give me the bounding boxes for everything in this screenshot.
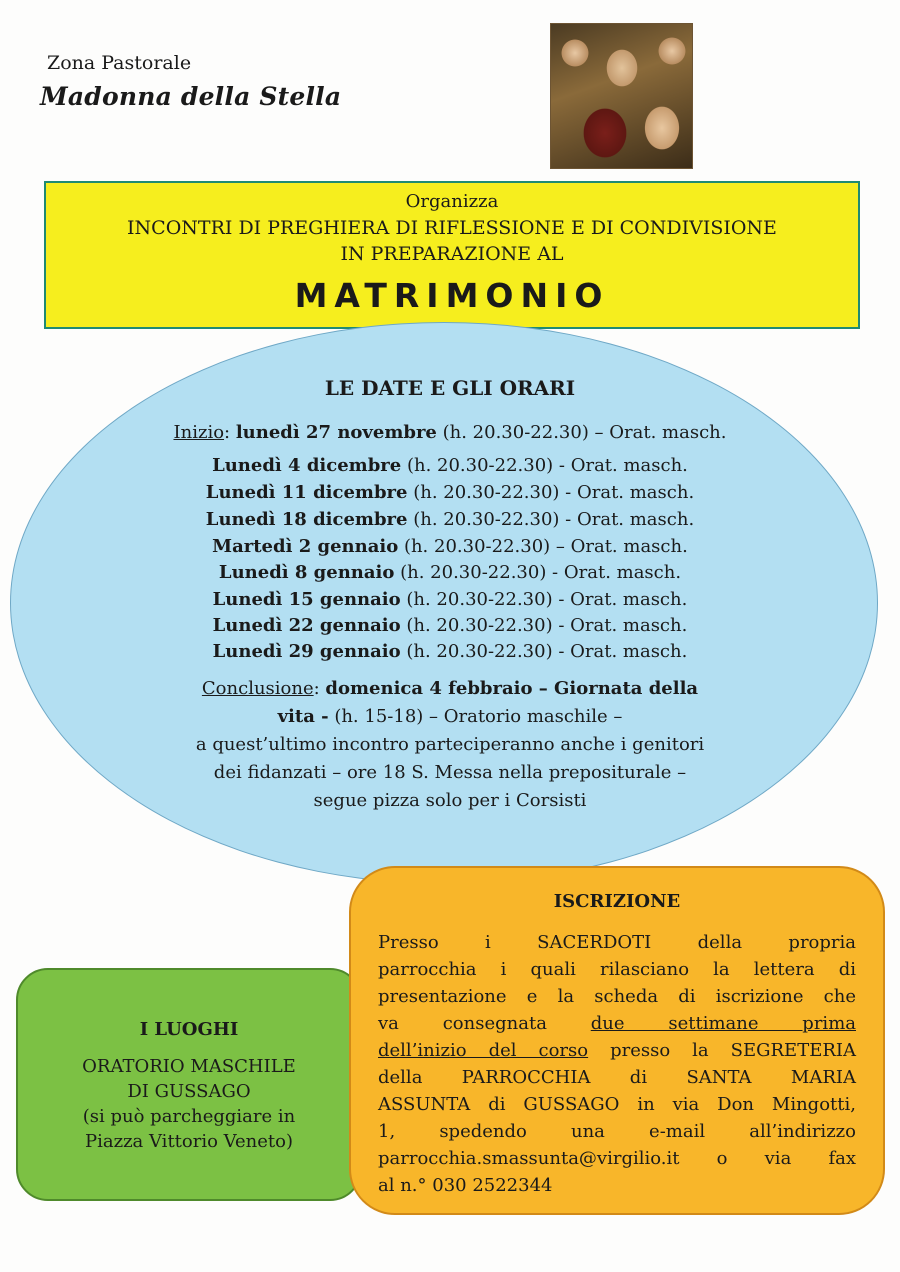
schedule-row bbox=[0, 509, 900, 530]
registration-line: ASSUNTA di GUSSAGO in via Don Mingotti, bbox=[378, 1094, 856, 1115]
locations-line: Piazza Vittorio Veneto) bbox=[84, 1131, 294, 1152]
registration-email-line: parrocchia.smassunta@virgilio.it o via fax bbox=[378, 1148, 856, 1169]
schedule-row-date: Lunedì 4 dicembre bbox=[212, 455, 402, 476]
schedule-row-time: (h. 20.30-22.30) - Orat. masch. bbox=[400, 589, 688, 610]
schedule-row-date: Lunedì 22 gennaio bbox=[212, 615, 401, 636]
title-banner bbox=[44, 181, 860, 329]
schedule-row-date: Lunedì 11 dicembre bbox=[205, 482, 408, 503]
locations-line: (si può parcheggiare in bbox=[82, 1106, 296, 1127]
schedule-row bbox=[0, 641, 900, 662]
registration-text: presso la SEGRETERIA bbox=[588, 1040, 856, 1061]
conclusion-date: domenica 4 febbraio – Giornata della bbox=[325, 678, 699, 699]
start-date: lunedì 27 novembre bbox=[235, 422, 437, 443]
registration-line: 1, spedendo una e-mail all’indirizzo bbox=[378, 1121, 856, 1142]
schedule-row-time: (h. 20.30-22.30) - Orat. masch. bbox=[394, 562, 682, 583]
schedule-row bbox=[0, 615, 900, 636]
registration-line: Presso i SACERDOTI della propria bbox=[378, 932, 856, 953]
schedule-row-time: (h. 20.30-22.30) - Orat. masch. bbox=[401, 455, 688, 476]
schedule-start-line bbox=[0, 422, 900, 443]
registration-deadline: due settimane prima bbox=[590, 1013, 856, 1034]
pastoral-zone-name: Madonna della Stella bbox=[40, 82, 342, 111]
schedule-row-time: (h. 20.30-22.30) - Orat. masch. bbox=[400, 615, 688, 636]
registration-deadline-cont: dell’inizio del corso bbox=[378, 1040, 589, 1061]
registration-heading: ISCRIZIONE bbox=[553, 891, 681, 912]
locations-line: ORATORIO MASCHILE bbox=[82, 1056, 296, 1077]
schedule-row bbox=[0, 536, 900, 557]
start-label: Inizio bbox=[173, 422, 225, 443]
schedule-row-date: Lunedì 8 gennaio bbox=[218, 562, 395, 583]
conclusion-line-4: dei fidanzati – ore 18 S. Messa nella prepositurale – bbox=[213, 762, 687, 783]
schedule-row bbox=[0, 482, 900, 503]
banner-title: MATRIMONIO bbox=[294, 276, 610, 315]
start-colon: : bbox=[224, 422, 236, 443]
registration-line: presentazione e la scheda di iscrizione che bbox=[378, 986, 856, 1007]
schedule-row-date: Martedì 2 gennaio bbox=[212, 536, 399, 557]
conclusion-line-5: segue pizza solo per i Corsisti bbox=[313, 790, 587, 811]
madonna-painting-image bbox=[550, 23, 693, 169]
pastoral-zone-label: Zona Pastorale bbox=[47, 52, 192, 74]
registration-line bbox=[378, 1013, 856, 1034]
schedule-heading: LE DATE E GLI ORARI bbox=[324, 376, 576, 400]
start-time: (h. 20.30-22.30) – Orat. masch. bbox=[436, 422, 727, 443]
registration-line: della PARROCCHIA di SANTA MARIA bbox=[378, 1067, 856, 1088]
conclusion-line-2 bbox=[0, 706, 900, 727]
schedule-row bbox=[0, 589, 900, 610]
registration-fax-line: al n.° 030 2522344 bbox=[378, 1175, 553, 1196]
schedule-row-date: Lunedì 15 gennaio bbox=[212, 589, 401, 610]
conclusion-date-cont: vita - bbox=[277, 706, 329, 727]
registration-line bbox=[378, 1040, 856, 1061]
locations-heading: I LUOGHI bbox=[139, 1019, 239, 1040]
locations-line: DI GUSSAGO bbox=[127, 1081, 251, 1102]
schedule-row-time: (h. 20.30-22.30) - Orat. masch. bbox=[407, 482, 695, 503]
schedule-row bbox=[0, 562, 900, 583]
registration-text: va consegnata bbox=[378, 1013, 591, 1034]
conclusion-label: Conclusione bbox=[201, 678, 314, 699]
schedule-row-time: (h. 20.30-22.30) - Orat. masch. bbox=[407, 509, 695, 530]
banner-line-2: IN PREPARAZIONE AL bbox=[340, 243, 564, 265]
banner-line-1: INCONTRI DI PREGHIERA DI RIFLESSIONE E DI CONDIVISIONE bbox=[127, 217, 777, 239]
conclusion-line-3: a quest’ultimo incontro parteciperanno anche i genitori bbox=[195, 734, 705, 755]
conclusion-time: (h. 15-18) – Oratorio maschile – bbox=[328, 706, 623, 727]
schedule-row bbox=[0, 455, 900, 476]
conclusion-line-1 bbox=[0, 678, 900, 699]
conclusion-colon: : bbox=[313, 678, 326, 699]
schedule-row-date: Lunedì 29 gennaio bbox=[212, 641, 401, 662]
schedule-row-time: (h. 20.30-22.30) – Orat. masch. bbox=[398, 536, 688, 557]
registration-line: parrocchia i quali rilasciano la lettera di bbox=[378, 959, 856, 980]
organizza-label: Organizza bbox=[405, 191, 499, 212]
schedule-row-date: Lunedì 18 dicembre bbox=[205, 509, 408, 530]
schedule-row-time: (h. 20.30-22.30) - Orat. masch. bbox=[400, 641, 688, 662]
